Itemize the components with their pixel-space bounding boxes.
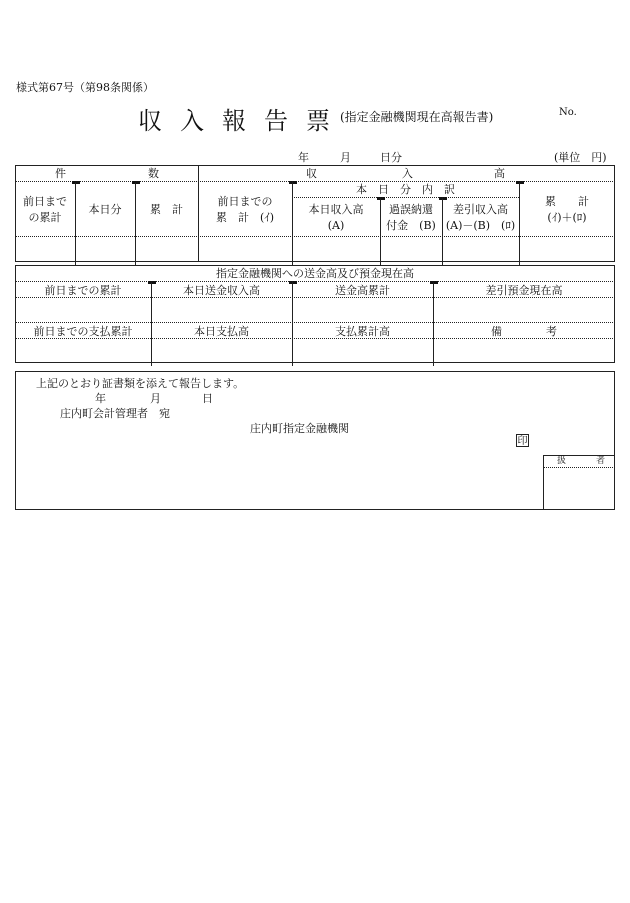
income-header-b: 入 — [402, 167, 413, 180]
prev-total-label-2: の累計 — [28, 211, 62, 224]
seal-mark: 印 — [517, 436, 528, 447]
institution-name: 庄内町指定金融機関 — [250, 422, 349, 435]
today-payment-header: 本日支払高 — [194, 325, 249, 338]
remarks-header: 備 考 — [491, 325, 557, 338]
income-header-a: 収 — [306, 167, 317, 180]
prev-income-label-1: 前日までの — [217, 195, 273, 208]
count-header-a: 件 — [55, 167, 66, 180]
grand-total-label-2: (ｲ)＋(ﾛ) — [547, 211, 587, 224]
date-day: 日分 — [380, 151, 402, 164]
refund-label-2: 付金 (B) — [386, 219, 436, 232]
breakdown-header: 本 日 分 内 訳 — [356, 183, 455, 196]
prev-income-label-2: 累 計 (ｲ) — [215, 211, 275, 224]
remittance-header: 指定金融機関への送金高及び預金現在高 — [216, 267, 414, 280]
grand-total-label-1: 累 計 — [545, 195, 589, 208]
today-remittance-header: 本日送金収入高 — [183, 284, 260, 297]
page-title: 収入報告票 — [138, 107, 348, 135]
today-count-label: 本日分 — [88, 203, 122, 216]
refund-label-1: 過誤納還 — [389, 203, 433, 216]
prev-payment-header: 前日までの支払累計 — [33, 325, 133, 338]
income-header-c: 高 — [494, 167, 505, 180]
form-number: 様式第67号（第98条関係） — [16, 81, 154, 94]
today-income-label-1: 本日収入高 — [308, 203, 364, 216]
prev-total-header: 前日までの累計 — [44, 284, 122, 297]
number-label: No. — [559, 107, 577, 118]
handler-label-b: 者 — [596, 456, 606, 466]
net-income-label-1: 差引収入高 — [453, 203, 508, 216]
date-year: 年 — [298, 151, 309, 164]
report-date-day: 日 — [202, 392, 213, 405]
report-date-year: 年 — [95, 392, 106, 405]
count-header-b: 数 — [148, 167, 159, 180]
report-statement: 上記のとおり証書類を添えて報告します。 — [36, 377, 245, 390]
remittance-total-header: 送金高累計 — [335, 284, 390, 297]
page-subtitle: (指定金融機関現在高報告書) — [340, 110, 494, 124]
report-date-month: 月 — [150, 392, 161, 405]
unit-label: (単位 円) — [554, 151, 607, 164]
prev-total-label-1: 前日まで — [23, 195, 67, 208]
net-income-label-2: (A)－(B) (ﾛ) — [445, 219, 516, 232]
payment-total-header: 支払累計高 — [335, 325, 390, 338]
today-income-label-2: (A) — [327, 219, 345, 232]
date-month: 月 — [340, 151, 351, 164]
cumulative-count-label: 累 計 — [150, 203, 183, 216]
deposit-balance-header: 差引預金現在高 — [485, 284, 563, 297]
addressee: 庄内町会計管理者 宛 — [60, 407, 170, 420]
handler-label-a: 扱 — [557, 456, 567, 466]
